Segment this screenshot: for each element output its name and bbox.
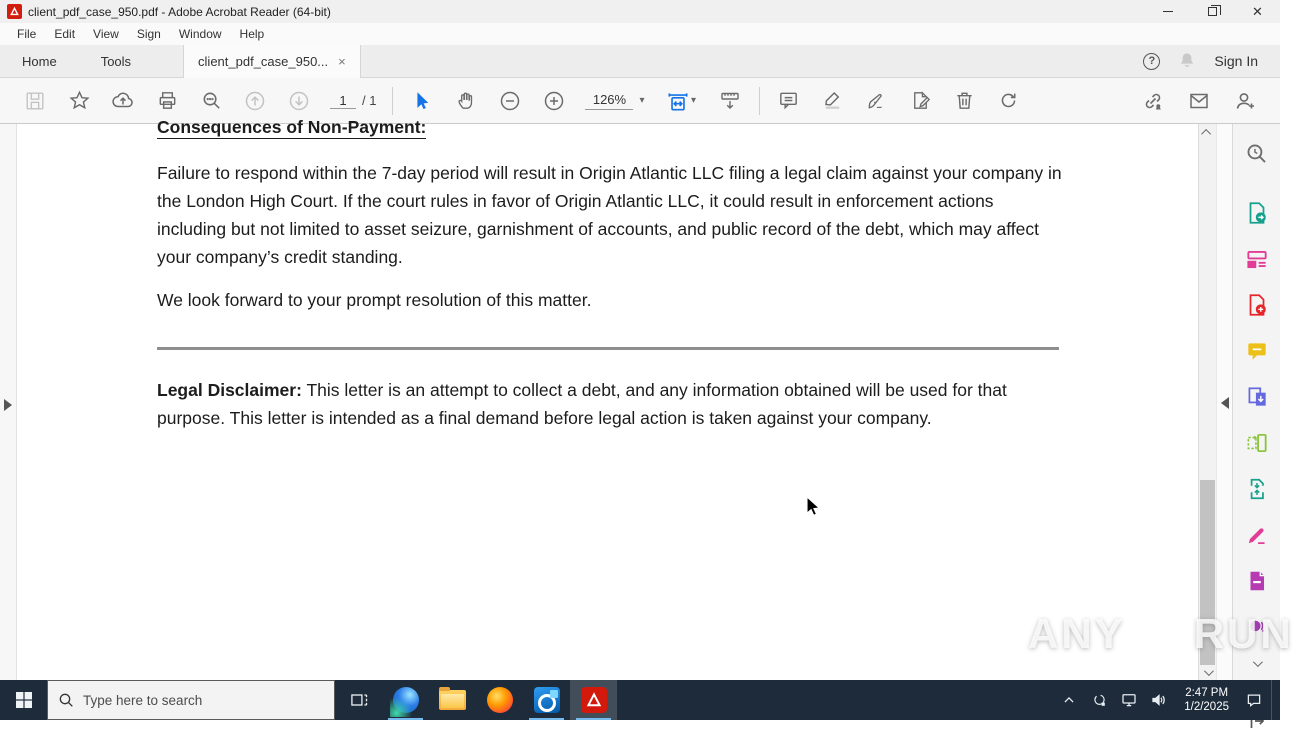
- tools-rail: [1232, 124, 1280, 680]
- disclaimer-text: This letter is an attempt to collect a debt, and any information obtained will be used for that purpose. This letter is intended as a final demand before legal action is taken against your company.: [157, 380, 1007, 428]
- next-page-icon: [287, 89, 311, 113]
- expand-nav-icon: [4, 399, 12, 411]
- clock-date: 1/2/2025: [1184, 701, 1229, 713]
- zoom-caret-icon[interactable]: ▾: [639, 95, 645, 106]
- scroll-down-button[interactable]: [1199, 664, 1216, 680]
- select-tool-button[interactable]: [401, 83, 443, 119]
- show-desktop-button[interactable]: [1271, 680, 1276, 720]
- close-button[interactable]: [1235, 0, 1280, 23]
- fill-form-button[interactable]: [900, 83, 942, 119]
- toolbar-divider: [392, 87, 393, 115]
- system-tray: [1056, 680, 1280, 720]
- create-pdf-button[interactable]: [1239, 288, 1275, 322]
- search-icon: [58, 692, 74, 708]
- action-center-icon: [1245, 691, 1263, 709]
- fit-width-icon: [665, 88, 691, 114]
- document-paragraph: We look forward to your prompt resolution of this matter.: [157, 290, 592, 310]
- menu-bar: [0, 23, 1280, 45]
- edit-pdf-button[interactable]: [1239, 242, 1275, 276]
- fit-width-caret-icon: ▾: [690, 95, 697, 106]
- highlight-icon: [821, 89, 844, 112]
- document-divider: [157, 347, 1059, 350]
- star-icon: [68, 89, 91, 112]
- compress-pdf-icon: [1244, 476, 1270, 502]
- menu-help[interactable]: Help: [239, 27, 265, 41]
- menu-view[interactable]: View: [93, 27, 119, 41]
- find-button[interactable]: [190, 83, 232, 119]
- page-count-label: / 1: [362, 92, 377, 108]
- hidden-icons-button[interactable]: [1056, 680, 1082, 720]
- share-cloud-button[interactable]: [102, 83, 144, 119]
- notifications-bell-icon[interactable]: [1178, 51, 1196, 72]
- file-explorer-icon: [439, 690, 466, 710]
- sign-icon: [865, 89, 888, 112]
- person-add-icon: [1233, 89, 1257, 113]
- chevron-down-icon: [1253, 657, 1263, 667]
- zoom-in-icon: [542, 89, 566, 113]
- volume-button[interactable]: [1146, 680, 1172, 720]
- fit-width-button[interactable]: [655, 83, 707, 119]
- tab-close-icon[interactable]: ×: [338, 54, 346, 69]
- safely-remove-hardware-button[interactable]: [1086, 680, 1112, 720]
- nav-pane-strip: [0, 124, 17, 680]
- edge-icon: [393, 687, 419, 713]
- restore-button[interactable]: [1190, 0, 1235, 23]
- watermark-text-right: RUN: [1193, 610, 1294, 657]
- print-icon: [156, 89, 179, 112]
- task-view-icon: [349, 690, 369, 710]
- export-pdf-icon: [1244, 200, 1270, 226]
- email-icon: [1187, 89, 1211, 113]
- minimize-icon: [1163, 11, 1173, 12]
- search-tools-icon: [1244, 141, 1269, 166]
- comment-icon: [777, 89, 800, 112]
- scrollbar-thumb[interactable]: [1200, 480, 1215, 665]
- taskbar-outlook[interactable]: [523, 680, 570, 720]
- scrollbar-track[interactable]: [1199, 140, 1216, 664]
- taskbar-acrobat[interactable]: [570, 680, 617, 720]
- favorites-button[interactable]: [58, 83, 100, 119]
- next-page-button[interactable]: [278, 83, 320, 119]
- window-title: client_pdf_case_950.pdf - Adobe Acrobat Reader (64-bit): [28, 4, 331, 19]
- menu-file[interactable]: File: [17, 27, 37, 41]
- sign-in-button[interactable]: Sign In: [1214, 53, 1258, 69]
- volume-icon: [1150, 691, 1168, 709]
- search-tools-button[interactable]: [1239, 136, 1275, 170]
- zoom-out-icon: [498, 89, 522, 113]
- reading-mode-icon: [718, 89, 742, 113]
- close-icon: ✕: [1252, 3, 1263, 19]
- action-center-button[interactable]: [1241, 680, 1267, 720]
- fill-form-icon: [909, 89, 932, 112]
- disclaimer-label: Legal Disclaimer:: [157, 380, 302, 400]
- minimize-button[interactable]: [1145, 0, 1190, 23]
- create-pdf-icon: [1244, 292, 1270, 318]
- redo-icon: [997, 89, 1020, 112]
- collapse-tools-panel-button[interactable]: [1218, 392, 1232, 414]
- firefox-icon: [487, 687, 513, 713]
- pdf-page: [17, 115, 1077, 432]
- compress-pdf-button[interactable]: [1239, 472, 1275, 506]
- comment-tool-icon: [1244, 338, 1270, 364]
- menu-sign[interactable]: Sign: [136, 27, 161, 41]
- delete-button[interactable]: [944, 83, 986, 119]
- network-icon: [1120, 691, 1138, 709]
- find-icon: [200, 89, 223, 112]
- clock-time: 2:47 PM: [1185, 687, 1229, 699]
- hand-tool-icon: [455, 89, 478, 112]
- title-bar: [0, 0, 1280, 23]
- tab-strip: [0, 45, 1280, 78]
- menu-window[interactable]: Window: [178, 27, 222, 41]
- save-button[interactable]: [14, 83, 56, 119]
- restore-icon: [1208, 7, 1217, 16]
- scroll-up-button[interactable]: [1199, 124, 1216, 140]
- page-navigation: [330, 93, 376, 109]
- rail-scroll-down-button[interactable]: [1239, 646, 1275, 680]
- task-view-button[interactable]: [335, 680, 382, 720]
- document-viewport[interactable]: [17, 117, 1198, 680]
- network-button[interactable]: [1116, 680, 1142, 720]
- email-button[interactable]: [1178, 83, 1220, 119]
- reading-mode-button[interactable]: [709, 83, 751, 119]
- watermark-text-left: ANY: [1028, 610, 1126, 657]
- document-paragraph: Failure to respond within the 7-day period will result in Origin Atlantic LLC filing a legal claim against your company in the London High Court. If the court rules in favor of Origin Atlantic LLC, it could result in enforcement actions including but not limited to asset seizure, garnishment of accounts, and public record of the debt, which may affect your company’s credit standing.: [157, 163, 1062, 267]
- scan-ocr-button[interactable]: [1239, 564, 1275, 598]
- export-pdf-button[interactable]: [1239, 196, 1275, 230]
- taskbar-edge[interactable]: [382, 680, 429, 720]
- highlight-button[interactable]: [812, 83, 854, 119]
- windows-logo-icon: [15, 691, 33, 709]
- sign-button[interactable]: [856, 83, 898, 119]
- expand-nav-pane-button[interactable]: [1, 394, 15, 416]
- tab-document-label: client_pdf_case_950...: [198, 54, 329, 69]
- zoom-level-value[interactable]: 126%: [585, 92, 633, 110]
- select-tool-icon: [411, 90, 433, 112]
- print-button[interactable]: [146, 83, 188, 119]
- zoom-out-button[interactable]: [489, 83, 531, 119]
- chevron-down-icon: [1204, 666, 1214, 676]
- zoom-level-control[interactable]: [585, 92, 644, 110]
- fill-sign-button[interactable]: [1239, 518, 1275, 552]
- account-button[interactable]: [1224, 83, 1266, 119]
- taskbar: [0, 680, 1280, 720]
- document-heading: Consequences of Non-Payment:: [157, 117, 427, 137]
- outlook-icon: [534, 687, 560, 713]
- save-icon: [24, 90, 46, 112]
- start-button[interactable]: [0, 680, 47, 720]
- hand-tool-button[interactable]: [445, 83, 487, 119]
- zoom-in-button[interactable]: [533, 83, 575, 119]
- tab-tools[interactable]: Tools: [100, 53, 132, 69]
- taskbar-search-input[interactable]: [83, 693, 303, 708]
- combine-files-button[interactable]: [1239, 380, 1275, 414]
- delete-icon: [953, 89, 976, 112]
- vertical-scrollbar[interactable]: [1198, 124, 1216, 680]
- taskbar-firefox[interactable]: [476, 680, 523, 720]
- tab-home[interactable]: Home: [22, 53, 57, 69]
- share-link-button[interactable]: [1132, 83, 1174, 119]
- content-area: [0, 117, 1280, 680]
- cloud-upload-icon: [111, 89, 135, 113]
- safely-remove-hardware-icon: [1091, 692, 1108, 709]
- scan-ocr-icon: [1244, 568, 1270, 594]
- edit-pdf-icon: [1244, 246, 1270, 272]
- redo-button[interactable]: [988, 83, 1030, 119]
- page-number-input[interactable]: [330, 93, 356, 109]
- previous-page-button[interactable]: [234, 83, 276, 119]
- tab-document[interactable]: [183, 45, 361, 78]
- collapse-panel-icon: [1221, 397, 1229, 409]
- more-tools-icon: [1244, 614, 1270, 640]
- document-disclaimer: [157, 376, 1062, 432]
- menu-edit[interactable]: Edit: [54, 27, 76, 41]
- more-tools-button[interactable]: [1239, 610, 1275, 644]
- share-link-icon: [1141, 89, 1165, 113]
- taskbar-file-explorer[interactable]: [429, 680, 476, 720]
- comment-tool-button[interactable]: [1239, 334, 1275, 368]
- comment-button[interactable]: [768, 83, 810, 119]
- organize-pages-icon: [1244, 430, 1270, 456]
- combine-files-icon: [1244, 384, 1270, 410]
- organize-pages-button[interactable]: [1239, 426, 1275, 460]
- chevron-up-icon: [1062, 693, 1076, 707]
- fill-sign-icon: [1244, 522, 1270, 548]
- help-icon[interactable]: ?: [1143, 53, 1160, 70]
- previous-page-icon: [243, 89, 267, 113]
- acrobat-app-icon: [7, 4, 22, 19]
- acrobat-icon: [581, 687, 607, 713]
- tools-panel-strip: [1216, 124, 1232, 680]
- taskbar-search[interactable]: [47, 680, 335, 720]
- taskbar-clock[interactable]: [1176, 686, 1237, 714]
- toolbar-divider: [759, 87, 760, 115]
- chevron-up-icon: [1201, 128, 1211, 138]
